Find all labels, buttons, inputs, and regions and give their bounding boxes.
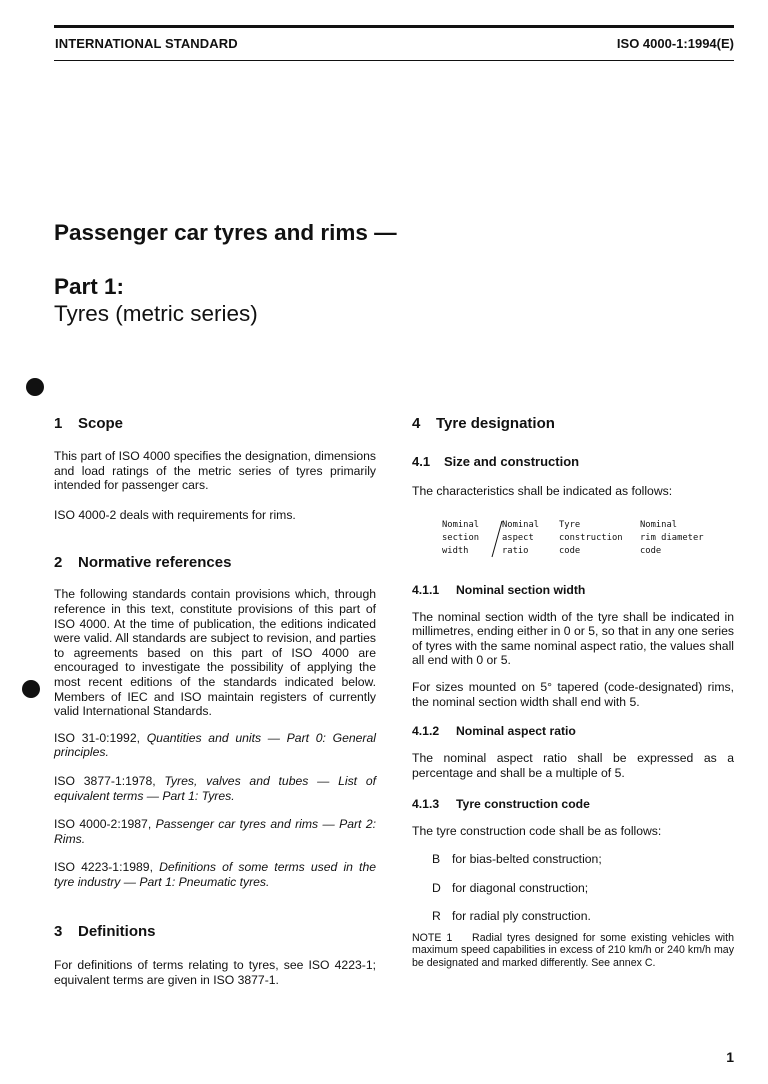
note-1: NOTE 1 Radial tyres designed for some existing vehicles with maximum speed capabilities in excess of 210 km/h or 240 km/h may be designated and marked differently. See annex C. bbox=[412, 931, 737, 969]
section-3-heading bbox=[54, 922, 376, 942]
section-title: Tyre designation bbox=[436, 415, 555, 432]
reference-title: Tyres, valves and tubes — List of equivalent terms — Part 1: Tyres. bbox=[54, 773, 376, 803]
section-title: Tyre construction code bbox=[456, 797, 590, 812]
construction-code-paragraph: The tyre construction code shall be as follows: bbox=[412, 824, 662, 839]
reference-item bbox=[54, 817, 376, 846]
section-width-paragraph-2: For sizes mounted on 5° tapered (code-designated) rims, the nominal section width shall end with 5. bbox=[412, 679, 734, 709]
margin-bullet-1 bbox=[26, 378, 44, 396]
code-text: for diagonal construction; bbox=[452, 880, 589, 895]
diagram-col-aspect-ratio bbox=[502, 519, 539, 558]
section-number: 3 bbox=[54, 923, 63, 941]
part-subtitle: Tyres (metric series) bbox=[54, 301, 258, 326]
scope-paragraph-1: This part of ISO 4000 specifies the designation, dimensions and load ratings of the metric series of tyres primarily intended for passenger cars. bbox=[54, 449, 376, 493]
code-letter: D bbox=[432, 880, 441, 895]
diagram-col-construction-code bbox=[559, 519, 623, 558]
diagram-text: aspect bbox=[502, 532, 534, 543]
diagram-text: construction bbox=[559, 532, 623, 543]
header-standard-type: INTERNATIONAL STANDARD bbox=[55, 36, 238, 51]
section-title: Nominal aspect ratio bbox=[456, 724, 576, 739]
section-4-1-2-heading bbox=[412, 723, 734, 739]
code-item-r bbox=[432, 909, 734, 924]
section-title: Scope bbox=[78, 415, 124, 432]
diagram-text: ratio bbox=[502, 545, 529, 556]
section-title: Nominal section width bbox=[456, 582, 586, 597]
reference-item bbox=[54, 774, 376, 803]
diagram-text: Nominal bbox=[502, 519, 540, 530]
reference-code: ISO 3877-1:1978, bbox=[54, 773, 156, 788]
diagram-col-rim-diameter bbox=[640, 519, 704, 558]
section-number: 2 bbox=[54, 554, 63, 572]
right-column bbox=[412, 414, 737, 969]
diagram-text: code bbox=[640, 545, 662, 556]
section-4-1-3-heading bbox=[412, 796, 734, 812]
diagram-col-section-width bbox=[442, 519, 479, 558]
diagram-text: width bbox=[442, 545, 469, 556]
construction-code-list bbox=[412, 852, 734, 924]
aspect-ratio-paragraph: The nominal aspect ratio shall be expressed as a percentage and shall be a multiple of 5. bbox=[412, 751, 734, 780]
left-column bbox=[54, 414, 376, 988]
definitions-paragraph: For definitions of terms relating to tyres, see ISO 4223-1; equivalent terms are given in ISO 3877-1. bbox=[54, 958, 376, 988]
code-text: for radial ply construction. bbox=[452, 909, 591, 924]
section-title: Normative references bbox=[78, 554, 232, 572]
diagram-text: Nominal bbox=[640, 519, 678, 530]
code-item-b bbox=[432, 852, 734, 867]
margin-bullet-2 bbox=[22, 680, 40, 698]
diagram-text: Tyre bbox=[559, 519, 581, 530]
diagram-text: code bbox=[559, 545, 581, 556]
diagram-text: Nominal bbox=[442, 519, 480, 530]
reference-code: ISO 31-0:1992, bbox=[54, 730, 140, 745]
section-2-heading bbox=[54, 553, 376, 573]
section-number: 4.1.1 bbox=[412, 582, 440, 597]
section-title: Size and construction bbox=[444, 454, 580, 469]
section-4-1-heading bbox=[412, 454, 734, 470]
designation-diagram bbox=[412, 519, 734, 567]
section-number: 4.1.3 bbox=[412, 797, 440, 812]
section-1-heading bbox=[54, 414, 376, 434]
page-number: 1 bbox=[726, 1049, 734, 1065]
reference-title: Passenger car tyres and rims — Part 2: Rims. bbox=[54, 817, 376, 846]
section-4-1-1-heading bbox=[412, 582, 734, 598]
header-standard-code: ISO 4000-1:1994(E) bbox=[616, 36, 734, 51]
section-number: 4.1.2 bbox=[412, 724, 440, 739]
reference-title: Definitions of some terms used in the tyre industry — Part 1: Pneumatic tyres. bbox=[54, 860, 376, 889]
code-item-d bbox=[432, 881, 734, 896]
top-rule bbox=[54, 25, 734, 28]
section-4-heading bbox=[412, 414, 734, 434]
section-number: 1 bbox=[54, 415, 63, 432]
section-number: 4.1 bbox=[412, 454, 431, 469]
diagram-text: rim diameter bbox=[640, 532, 704, 543]
part-label: Part 1: bbox=[54, 274, 125, 299]
code-letter: R bbox=[432, 909, 441, 924]
section-title: Definitions bbox=[78, 923, 156, 941]
code-text: for bias-belted construction; bbox=[452, 851, 602, 866]
diagram-text: section bbox=[442, 532, 480, 543]
size-construction-paragraph: The characteristics shall be indicated as follows: bbox=[412, 484, 673, 498]
reference-code: ISO 4223-1:1989, bbox=[54, 860, 153, 875]
normative-paragraph: The following standards contain provisions which, through reference in this text, constitute provisions of this part of ISO 4000. At the time of publication, the editions indicated were valid. All standards are subject to revision, and parties to agreements based on this part of ISO 4000 are encouraged to investigate the possibility of applying the most recent editions of the standards indicated below. Members of IEC and ISO maintain registers of currently valid International Standards. bbox=[54, 587, 376, 719]
reference-item bbox=[54, 860, 376, 889]
section-width-paragraph-1: The nominal section width of the tyre shall be indicated in millimetres, ending either in 0 or 5, so that in any one series of tyres with the same nominal aspect ratio, the values shall all end with 0 or 5. bbox=[412, 609, 734, 668]
reference-title: Quantities and units — Part 0: General principles. bbox=[54, 730, 376, 760]
reference-item bbox=[54, 731, 376, 760]
scope-paragraph-2: ISO 4000-2 deals with requirements for rims. bbox=[54, 507, 296, 522]
section-number: 4 bbox=[412, 415, 421, 432]
reference-code: ISO 4000-2:1987, bbox=[54, 817, 152, 832]
header-rule bbox=[54, 60, 734, 61]
document-title: Passenger car tyres and rims — bbox=[54, 220, 397, 245]
code-letter: B bbox=[432, 851, 441, 866]
